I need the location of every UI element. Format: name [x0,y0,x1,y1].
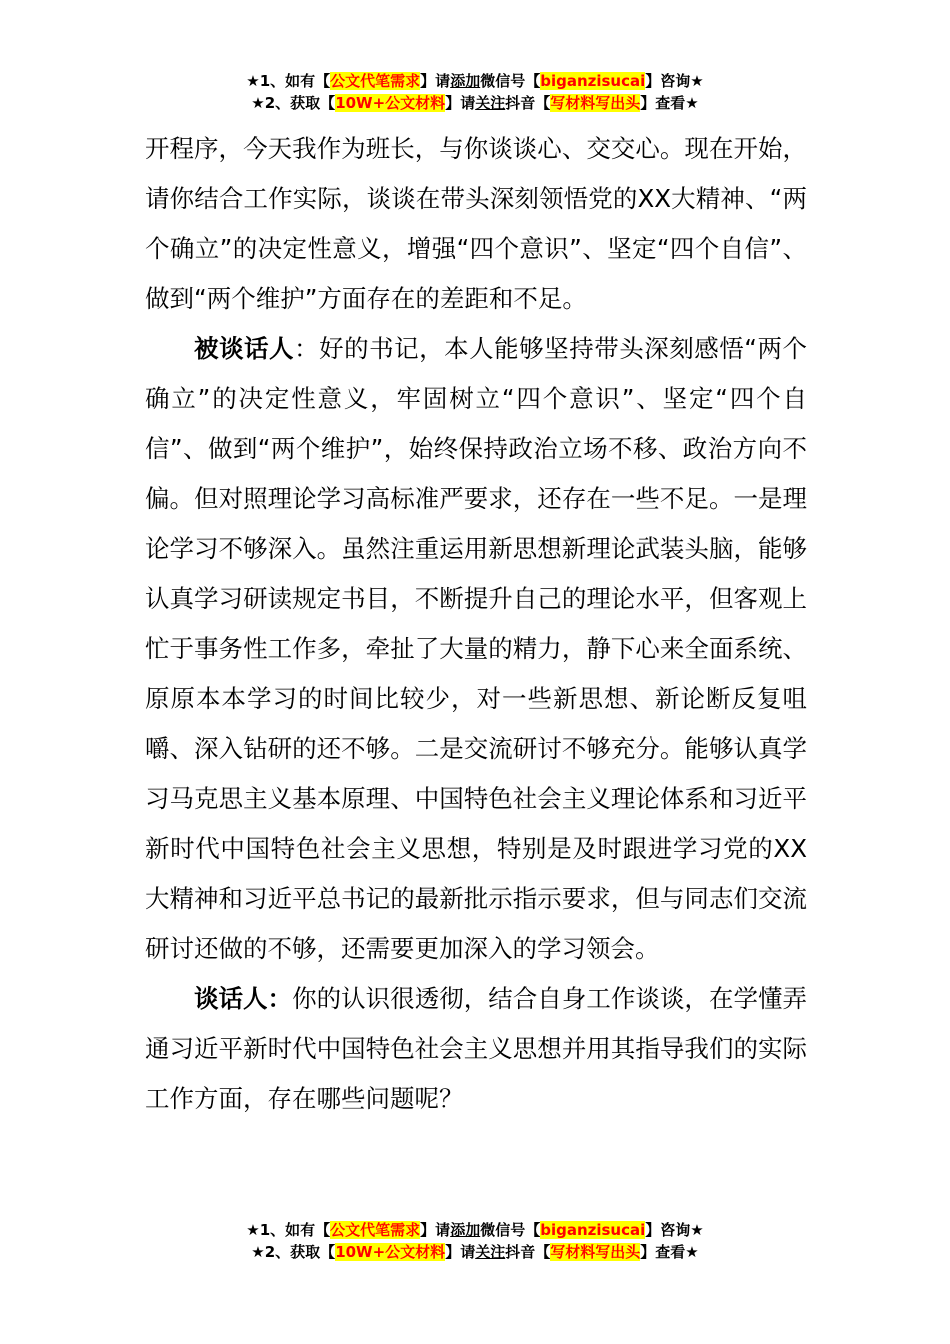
highlight-wechat-id: biganzisucai [540,1221,646,1239]
banner-line-1: ★1、如有【公文代笔需求】请添加微信号【biganzisucai】咨询★ [246,72,704,90]
highlight-service: 公文代笔需求 [330,1221,421,1239]
paragraph-2: 被谈话人：好的书记，本人能够坚持带头深刻感悟“两个确立”的决定性意义，牢固树立“四个意识”、坚定“四个自信”、做到“两个维护”，始终保持政治立场不移、政治方向不偏。但对照理论学习高标准严要求，还存在一些不足。一是理论学习不够深入。虽然注重运用新思想新理论武装头脑，能够认真学习研读规定书目，不断提升自己的理论水平，但客观上忙于事务性工作多，牵扯了大量的精力，静下心来全面系统、原原本本学习的时间比较少，对一些新思想、新论断反复咀嚼、深入钻研的还不够。二是交流研讨不够充分。能够认真学习马克思主义基本原理、中国特色社会主义理论体系和习近平新时代中国特色社会主义思想，特别是及时跟进学习党的XX大精神和习近平总书记的最新批示指示要求，但与同志们交流研讨还做的不够，还需要更加深入的学习领会。 [145,334,808,963]
speaker-label-interviewee: 被谈话人 [194,334,295,363]
header-banner [0,70,950,114]
document-body [145,124,807,1124]
paragraph-1: 开程序，今天我作为班长，与你谈谈心、交交心。现在开始，请你结合工作实际，谈谈在带头深刻领悟党的XX大精神、“两个确立”的决定性意义，增强“四个意识”、坚定“四个自信”、做到“两个维护”方面存在的差距和不足。 [145,134,807,313]
banner-line-2: ★2、获取【10W+公文材料】请关注抖音【写材料写出头】查看★ [251,94,699,112]
highlight-douyin-account: 写材料写出头 [550,1243,641,1261]
highlight-service: 公文代笔需求 [330,72,421,90]
highlight-materials: 10W+公文材料 [335,94,446,112]
highlight-materials: 10W+公文材料 [335,1243,446,1261]
banner-line-1: ★1、如有【公文代笔需求】请添加微信号【biganzisucai】咨询★ [246,1221,704,1239]
banner-line-2: ★2、获取【10W+公文材料】请关注抖音【写材料写出头】查看★ [251,1243,699,1261]
speaker-label-interviewer: 谈话人： [194,984,293,1013]
highlight-wechat-id: biganzisucai [540,72,646,90]
highlight-douyin-account: 写材料写出头 [550,94,641,112]
footer-banner [0,1219,950,1263]
paragraph-3: 谈话人：你的认识很透彻，结合自身工作谈谈，在学懂弄通习近平新时代中国特色社会主义思想并用其指导我们的实际工作方面，存在哪些问题呢？ [145,984,808,1113]
